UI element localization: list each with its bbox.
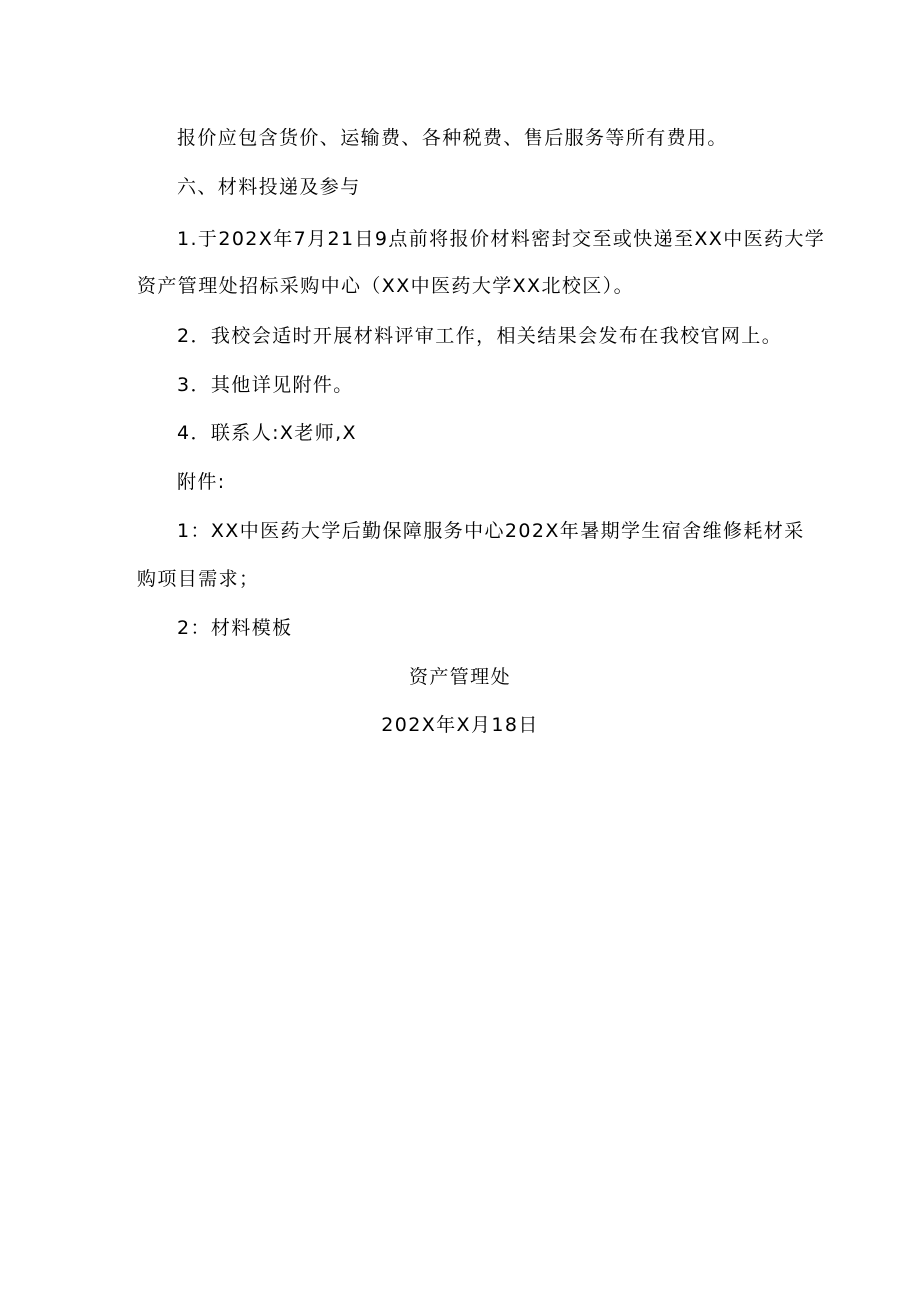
item-1-line-1: 1.于202X年7月21日9点前将报价材料密封交至或快递至XX中医药大学 [177,228,826,250]
signature-department: 资产管理处 [408,666,511,688]
item-4-contact: 4．联系人:X老师,X [177,422,357,444]
section-heading-six: 六、材料投递及参与 [177,176,361,198]
attachment-2: 2：材料模板 [177,617,293,639]
attachment-1-line-1: 1：XX中医药大学后勤保障服务中心202X年暑期学生宿舍维修耗材采 [177,520,805,542]
item-3: 3．其他详见附件。 [177,374,354,396]
attachment-1-line-2: 购项目需求； [137,568,260,590]
attachments-heading: 附件: [177,471,226,493]
signature-date: 202X年X月18日 [381,714,539,736]
item-2: 2．我校会适时开展材料评审工作，相关结果会发布在我校官网上。 [177,325,783,347]
item-1-line-2: 资产管理处招标采购中心（XX中医药大学XX北校区）。 [137,275,634,297]
paragraph-price-includes: 报价应包含货价、运输费、各种税费、售后服务等所有费用。 [177,127,728,149]
